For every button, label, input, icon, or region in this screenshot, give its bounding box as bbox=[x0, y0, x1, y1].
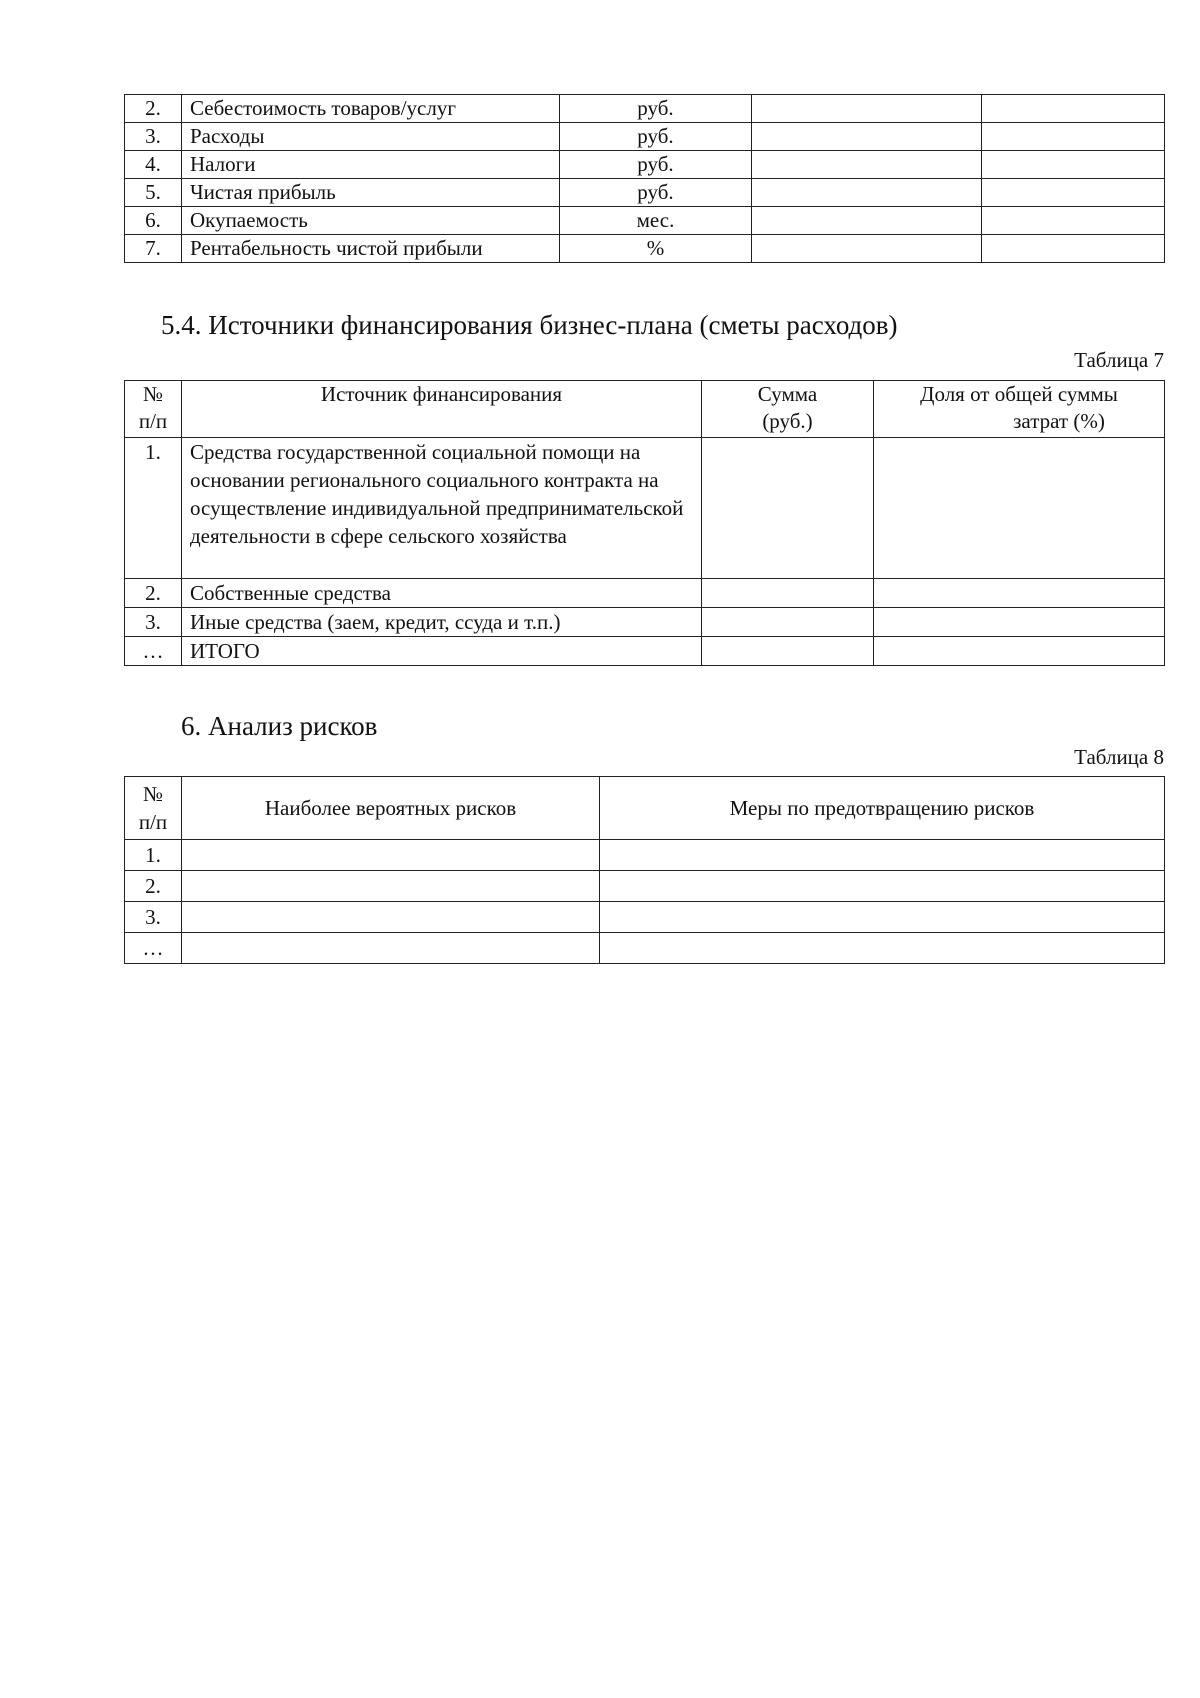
empty-cell bbox=[182, 840, 600, 871]
source-name: Собственные средства bbox=[182, 579, 702, 608]
section-title-financing: 5.4. Источники финансирования бизнес-плана (сметы расходов) bbox=[161, 310, 898, 340]
row-number: 7. bbox=[125, 235, 182, 263]
empty-cell bbox=[702, 438, 874, 579]
table-row bbox=[125, 608, 1165, 637]
indicator-name: Расходы bbox=[182, 123, 560, 151]
empty-cell bbox=[982, 207, 1165, 235]
indicator-unit: руб. bbox=[560, 123, 752, 151]
row-number: 2. bbox=[125, 871, 182, 902]
row-number: … bbox=[125, 637, 182, 666]
indicator-name: Чистая прибыль bbox=[182, 179, 560, 207]
header-sum bbox=[702, 381, 874, 438]
table-row bbox=[125, 151, 1165, 179]
row-number: 2. bbox=[125, 95, 182, 123]
empty-cell bbox=[874, 608, 1165, 637]
financing-sources-table bbox=[124, 380, 1165, 666]
indicator-name: Себестоимость товаров/услуг bbox=[182, 95, 560, 123]
risk-analysis-table bbox=[124, 776, 1165, 964]
indicator-unit: % bbox=[560, 235, 752, 263]
empty-cell bbox=[182, 902, 600, 933]
table-row bbox=[125, 840, 1165, 871]
table-row bbox=[125, 207, 1165, 235]
row-number: … bbox=[125, 933, 182, 964]
table-row bbox=[125, 95, 1165, 123]
empty-cell bbox=[752, 123, 982, 151]
section-title-risks: 6. Анализ рисков bbox=[181, 711, 378, 741]
indicator-name: Налоги bbox=[182, 151, 560, 179]
header-number bbox=[125, 381, 182, 438]
table-row bbox=[125, 902, 1165, 933]
empty-cell bbox=[182, 933, 600, 964]
table-row bbox=[125, 179, 1165, 207]
table-row bbox=[125, 123, 1165, 151]
empty-cell bbox=[982, 235, 1165, 263]
empty-cell bbox=[982, 123, 1165, 151]
header-source: Источник финансирования bbox=[182, 381, 702, 438]
empty-cell bbox=[874, 637, 1165, 666]
source-name: Средства государственной социальной помощи на основании регионального социального контракта на осуществление индивидуальной предпринимательской деятельности в сфере сельского хозяйства bbox=[182, 438, 702, 579]
header-number-line2: п/п bbox=[138, 409, 168, 433]
empty-cell bbox=[702, 579, 874, 608]
table-row bbox=[125, 579, 1165, 608]
empty-cell bbox=[752, 179, 982, 207]
empty-cell bbox=[752, 235, 982, 263]
indicator-unit: руб. bbox=[560, 95, 752, 123]
empty-cell bbox=[982, 95, 1165, 123]
row-number: 1. bbox=[125, 438, 182, 579]
indicator-unit: руб. bbox=[560, 151, 752, 179]
header-share bbox=[874, 381, 1165, 438]
empty-cell bbox=[600, 933, 1165, 964]
row-number: 3. bbox=[125, 123, 182, 151]
row-number: 2. bbox=[125, 579, 182, 608]
table-header-row bbox=[125, 381, 1165, 438]
header-share-line1: Доля от общей суммы bbox=[920, 382, 1118, 406]
indicator-unit: мес. bbox=[560, 207, 752, 235]
empty-cell bbox=[702, 637, 874, 666]
table-row-total bbox=[125, 637, 1165, 666]
empty-cell bbox=[600, 871, 1165, 902]
indicator-name: Окупаемость bbox=[182, 207, 560, 235]
empty-cell bbox=[982, 179, 1165, 207]
empty-cell bbox=[874, 579, 1165, 608]
header-number bbox=[125, 777, 182, 840]
header-sum-line2: (руб.) bbox=[762, 409, 813, 433]
empty-cell bbox=[600, 840, 1165, 871]
table-row bbox=[125, 235, 1165, 263]
empty-cell bbox=[182, 871, 600, 902]
row-number: 5. bbox=[125, 179, 182, 207]
empty-cell bbox=[702, 608, 874, 637]
row-number: 3. bbox=[125, 608, 182, 637]
table-caption-7: Таблица 7 bbox=[1074, 348, 1164, 372]
header-number-line2: п/п bbox=[138, 810, 168, 834]
table-row bbox=[125, 438, 1165, 579]
header-share-line2: затрат (%) bbox=[1013, 409, 1105, 433]
header-sum-line1: Сумма bbox=[757, 382, 818, 406]
row-number: 4. bbox=[125, 151, 182, 179]
indicator-name: Рентабельность чистой прибыли bbox=[182, 235, 560, 263]
empty-cell bbox=[752, 95, 982, 123]
empty-cell bbox=[600, 902, 1165, 933]
indicator-unit: руб. bbox=[560, 179, 752, 207]
header-risks: Наиболее вероятных рисков bbox=[182, 777, 600, 840]
empty-cell bbox=[874, 438, 1165, 579]
row-number: 3. bbox=[125, 902, 182, 933]
header-number-line1: № bbox=[142, 382, 164, 406]
row-number: 6. bbox=[125, 207, 182, 235]
empty-cell bbox=[752, 151, 982, 179]
table-caption-8: Таблица 8 bbox=[1074, 745, 1164, 769]
header-measures: Меры по предотвращению рисков bbox=[600, 777, 1165, 840]
source-name: Иные средства (заем, кредит, ссуда и т.п.) bbox=[182, 608, 702, 637]
indicators-table bbox=[124, 94, 1165, 263]
empty-cell bbox=[752, 207, 982, 235]
table-row bbox=[125, 871, 1165, 902]
row-number: 1. bbox=[125, 840, 182, 871]
table-header-row bbox=[125, 777, 1165, 840]
header-number-line1: № bbox=[142, 782, 164, 806]
table-row bbox=[125, 933, 1165, 964]
empty-cell bbox=[982, 151, 1165, 179]
source-name: ИТОГО bbox=[182, 637, 702, 666]
